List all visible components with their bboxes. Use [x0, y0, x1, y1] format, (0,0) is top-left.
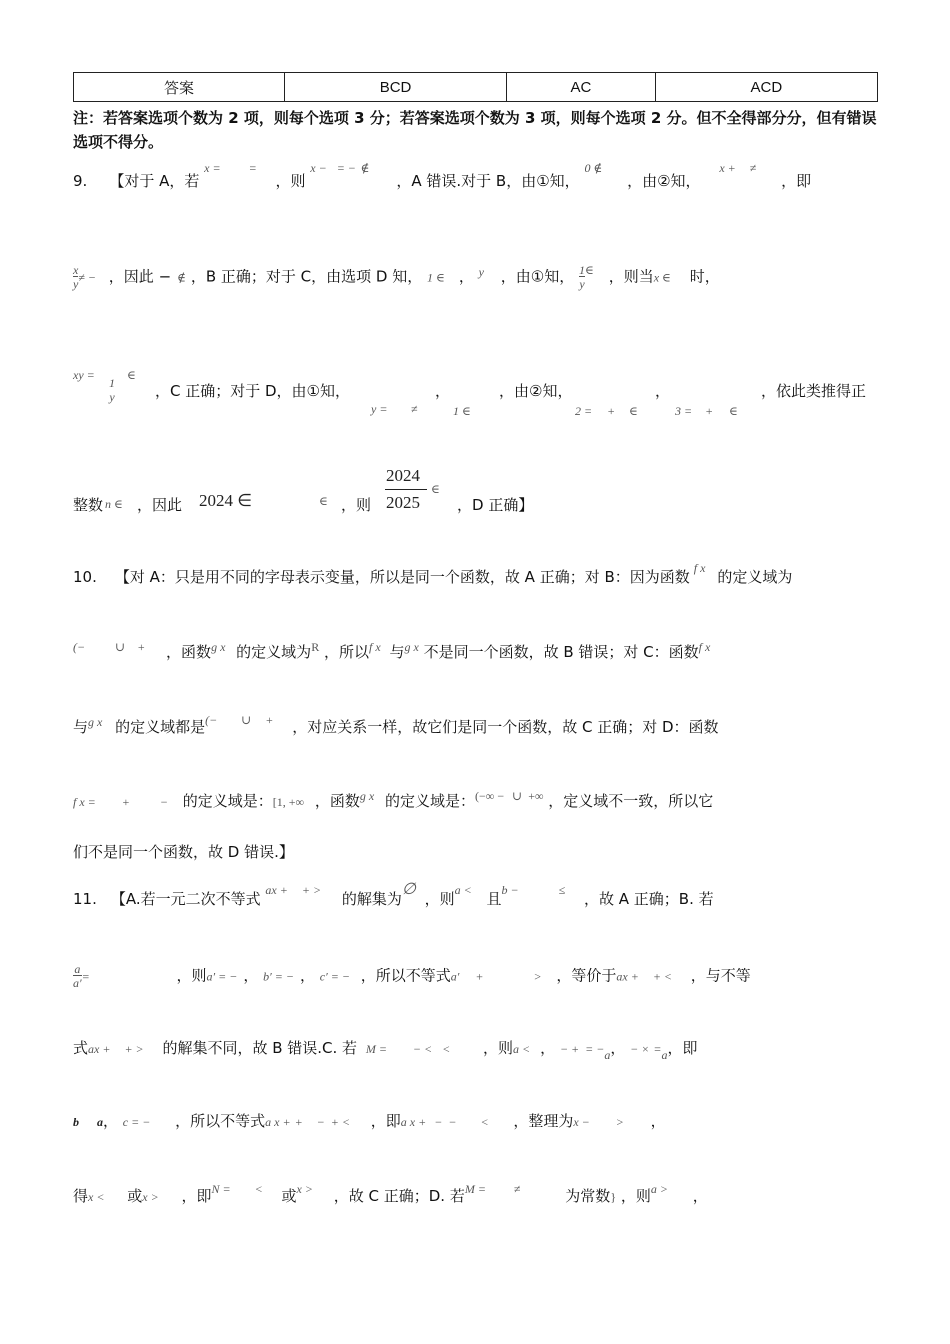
q9-line-2: $\frac{x}{y}\ne$ − ，因此 − ∉ ，B 正确；对于 C，由选项 D 知， 1 ∈ ， $^y$ ，由①知， $\frac{1}{y}^\in$ ，则当x ∈ 时，	[73, 262, 720, 291]
q9-line-1: 9. 【对于 A，若 $^{x =}$ = ，则 $^{x -}$ = − ∉ ，A 错误.对于 B，由①知， $^{0 \notin}$ ，由②知， $^{x +}$ ≠ ，即	[73, 161, 812, 190]
q11-line-2: $\frac{a}{a'}=$ ，则a′ = − ， b′ = − ， c′ = − ，所以不等式a′ + > ，等价于ax + + < ，与不等	[73, 962, 751, 990]
q11-line-5: 得x < 或x > ，即$^{N =}$ < 或$^{x >}$ ，故 C 正确；D. 若$^{M =}$ ≠ 为常数} ，则$^{a >}$ ，	[73, 1182, 708, 1205]
q9-line-3: xy = 1 y ∈ ，C 正确；对于 D，由①知， ， ，由②知， ， ，依此类推得正 y = ≠ 1 ∈ 2 = + ∈ 3 = + ∈	[73, 368, 867, 418]
q9-line-4: 整数 n ∈ ，因此 2024 ∈ ∈ ，则 2024 2025 ∈ ，D 正确】	[73, 466, 534, 514]
answer-cell-9: BCD	[284, 73, 506, 102]
answer-cell-10: AC	[507, 73, 656, 102]
answer-table	[73, 72, 878, 102]
q10-line-4: f x = + − 的定义域是：[1, +∞ ，函数$^{g x}$ 的定义域是：(−∞ − ∪ +∞ ，定义域不一致，所以它	[73, 789, 714, 810]
q10-line-1: 10. 【对 A：只是用不同的字母表示变量，所以是同一个函数，故 A 正确；对 B：因为函数 $^{f x}$ 的定义域为	[73, 561, 793, 586]
q10-line-5: 们不是同一个函数，故 D 错误.】	[73, 843, 294, 861]
q10-line-2: (− ∪ + ，函数$^{g x}$ 的定义域为$^R$ ，所以$^{f x}$ 与$^{g x}$ 不是同一个函数，故 B 错误；对 C：函数$^{f x}$	[73, 640, 711, 661]
q11-line-4: b a， c = − ，所以不等式a x + + − + < ，即a x + − − < ，整理为x − > ，	[73, 1112, 666, 1130]
answer-header-cell: 答案	[74, 73, 285, 102]
answer-row	[74, 73, 878, 102]
answer-cell-11: ACD	[655, 73, 877, 102]
scoring-note: 注：若答案选项个数为 2 项，则每个选项 3 分；若答案选项个数为 3 项，则每个选项 2 分。但不全得部分分，但有错误选项不得分。	[73, 109, 877, 151]
q10-line-3: 与$^{g x}$ 的定义域都是(− ∪ + ，对应关系一样，故它们是同一个函数，故 C 正确；对 D：函数	[73, 713, 719, 736]
q11-line-1: 11. 【A.若一元二次不等式 $^{ax +}$ + > 的解集为∅ ，则$^{a <}$ 且$^{b -}$ ≤ ，故 A 正确；B. 若	[73, 881, 714, 908]
q11-line-3: 式ax + + > 的解集不同，故 B 错误.C. 若 M = − < < ，则a < ， − + = $-_a$， − × $=_a$，即	[73, 1039, 698, 1062]
